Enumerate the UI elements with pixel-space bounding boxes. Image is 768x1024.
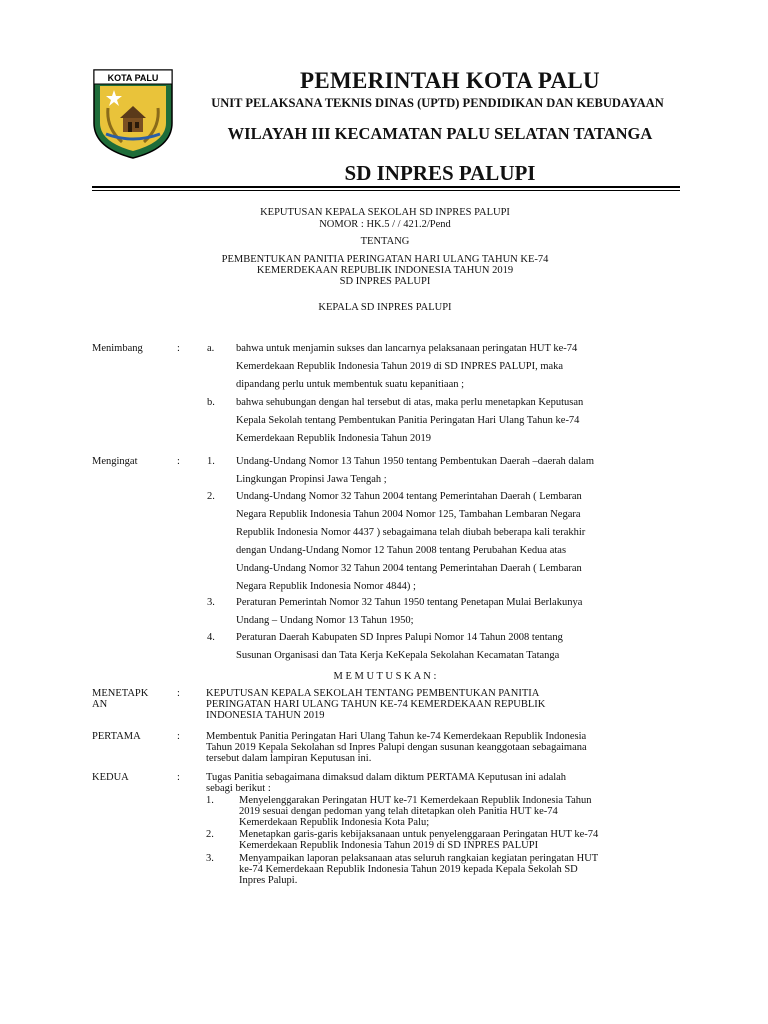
government-title: PEMERINTAH KOTA PALU xyxy=(300,68,600,93)
pertama-colon: : xyxy=(177,731,180,742)
list-marker: 3. xyxy=(206,853,214,864)
list-marker: a. xyxy=(207,343,215,354)
text-line: Undang-Undang Nomor 13 Tahun 1950 tentang Pembentukan Daerah –daerah dalam xyxy=(236,456,595,467)
unit-name: UNIT PELAKSANA TEKNIS DINAS (UPTD) PENDIDIKAN DAN KEBUDAYAAN xyxy=(211,96,664,110)
menetapkan-text xyxy=(206,688,672,721)
region-name: WILAYAH III KECAMATAN PALU SELATAN TATANGA xyxy=(227,124,653,143)
text-line: Membentuk Panitia Peringatan Hari Ulang Tahun ke-74 Kemerdekaan Republik Indonesia xyxy=(206,731,587,742)
text-line: INDONESIA TAHUN 2019 xyxy=(206,710,325,721)
mengingat-colon: : xyxy=(177,456,180,467)
text-line: KEPUTUSAN KEPALA SEKOLAH TENTANG PEMBENTUKAN PANITIA xyxy=(206,688,540,699)
kedua-colon: : xyxy=(177,772,180,783)
text-line: bahwa untuk menjamin sukses dan lancarnya pelaksanaan peringatan HUT ke-74 xyxy=(236,343,578,354)
mengingat-item-1 xyxy=(236,453,672,489)
text-line: bahwa sehubungan dengan hal tersebut di atas, maka perlu menetapkan Keputusan xyxy=(236,397,584,408)
menimbang-item-b xyxy=(236,394,672,448)
text-line: sebagi berikut : xyxy=(206,783,271,794)
list-marker: 2. xyxy=(206,829,214,840)
label-line: AN xyxy=(92,699,108,710)
pertama-label: PERTAMA xyxy=(92,731,141,742)
list-marker: b. xyxy=(207,397,215,408)
text-line: Kemerdekaan Republik Indonesia Kota Palu; xyxy=(239,817,430,828)
text-line: Kemerdekaan Republik Indonesia Tahun 2019 di SD INPRES PALUPI xyxy=(239,840,539,851)
text-line: Republik Indonesia Nomor 4437 ) sebagaimana telah diubah beberapa kali terakhir xyxy=(236,527,586,538)
text-line: Negara Republik Indonesia Nomor 4844) ; xyxy=(236,581,416,592)
svg-text:KOTA PALU: KOTA PALU xyxy=(107,73,159,83)
memutuskan-heading: M E M U T U S K A N : xyxy=(333,671,437,682)
kedua-item-3 xyxy=(239,853,672,886)
text-line: Tahun 2019 Kepala Sekolahan sd Inpres Palupi dengan susunan keanggotaan sebagaimana xyxy=(206,742,587,753)
list-marker: 2. xyxy=(207,491,215,502)
about-label: TENTANG xyxy=(360,236,410,247)
kedua-intro xyxy=(206,772,672,794)
letterhead-rule-thick xyxy=(92,186,680,188)
text-line: ke-74 Kemerdekaan Republik Indonesia Tahun 2019 kepada Kepala Sekolah SD xyxy=(239,864,578,875)
label-line: MENETAPK xyxy=(92,688,149,699)
text-line: dengan Undang-Undang Nomor 12 Tahun 2008 tentang Perubahan Kedua atas xyxy=(236,545,567,556)
text-line: Lingkungan Propinsi Jawa Tengah ; xyxy=(236,474,387,485)
text-line: Menyampaikan laporan pelaksanaan atas seluruh rangkaian kegiatan peringatan HUT xyxy=(239,853,599,864)
text-line: dipandang perlu untuk membentuk suatu kepanitiaan ; xyxy=(236,379,465,390)
menetapkan-label xyxy=(92,688,167,710)
text-line: Menyelenggarakan Peringatan HUT ke-71 Kemerdekaan Republik Indonesia Tahun xyxy=(239,795,592,806)
mengingat-label: Mengingat xyxy=(92,456,138,467)
text-line: Menetapkan garis-garis kebijaksanaan untuk penyelenggaraan Peringatan HUT ke-74 xyxy=(239,829,599,840)
menetapkan-colon: : xyxy=(177,688,180,699)
text-line: Negara Republik Indonesia Tahun 2004 Nomor 125, Tambahan Lembaran Negara xyxy=(236,509,581,520)
text-line: Kemerdekaan Republik Indonesia Tahun 2019 xyxy=(236,433,432,444)
menimbang-colon: : xyxy=(177,343,180,354)
kedua-item-1 xyxy=(239,795,672,828)
mengingat-item-4 xyxy=(236,629,672,665)
subject-line-2: KEMERDEKAAN REPUBLIK INDONESIA TAHUN 2019 xyxy=(256,265,514,276)
mengingat-item-3 xyxy=(236,594,672,630)
list-marker: 1. xyxy=(206,795,214,806)
text-line: Tugas Panitia sebagaimana dimaksud dalam diktum PERTAMA Keputusan ini adalah xyxy=(206,772,567,783)
text-line: Undang – Undang Nomor 13 Tahun 1950; xyxy=(236,615,414,626)
text-line: PERINGATAN HARI ULANG TAHUN KE-74 KEMERDEKAAN REPUBLIK xyxy=(206,699,546,710)
text-line: tersebut dalam lampiran Keputusan ini. xyxy=(206,753,372,764)
decree-title: KEPUTUSAN KEPALA SEKOLAH SD INPRES PALUPI xyxy=(260,207,510,218)
school-name: SD INPRES PALUPI xyxy=(344,161,536,185)
subject-line-3: SD INPRES PALUPI xyxy=(339,276,431,287)
letterhead-rule-thin xyxy=(92,190,680,191)
kedua-label: KEDUA xyxy=(92,772,129,783)
menimbang-item-a xyxy=(236,340,672,394)
text-line: Kemerdekaan Republik Indonesia Tahun 2019 di SD INPRES PALUPI, maka xyxy=(236,361,564,372)
kota-palu-emblem xyxy=(92,68,174,160)
text-line: Kepala Sekolah tentang Pembentukan Panitia Peringatan Hari Ulang Tahun ke-74 xyxy=(236,415,580,426)
list-marker: 1. xyxy=(207,456,215,467)
pertama-text xyxy=(206,731,672,764)
kedua-item-2 xyxy=(239,829,672,851)
decree-number: NOMOR : HK.5 / / 421.2/Pend xyxy=(319,219,451,230)
text-line: Undang-Undang Nomor 32 Tahun 2004 tentang Pemerintahan Daerah ( Lembaran xyxy=(236,491,582,502)
menimbang-label: Menimbang xyxy=(92,343,143,354)
text-line: Undang-Undang Nomor 32 Tahun 2004 tentang Pemerintahan Daerah ( Lembaran xyxy=(236,563,582,574)
list-marker: 4. xyxy=(207,632,215,643)
list-marker: 3. xyxy=(207,597,215,608)
mengingat-item-2 xyxy=(236,488,672,596)
text-line: Peraturan Pemerintah Nomor 32 Tahun 1950 tentang Penetapan Mulai Berlakunya xyxy=(236,597,583,608)
head-of-school: KEPALA SD INPRES PALUPI xyxy=(318,302,452,313)
text-line: Susunan Organisasi dan Tata Kerja KeKepala Sekolahan Kecamatan Tatanga xyxy=(236,650,560,661)
text-line: Inpres Palupi. xyxy=(239,875,298,886)
text-line: Peraturan Daerah Kabupaten SD Inpres Palupi Nomor 14 Tahun 2008 tentang xyxy=(236,632,563,643)
subject-line-1: PEMBENTUKAN PANITIA PERINGATAN HARI ULANG TAHUN KE-74 xyxy=(221,254,549,265)
text-line: 2019 sesuai dengan pedoman yang telah ditetapkan oleh Panitia HUT ke-74 xyxy=(239,806,558,817)
